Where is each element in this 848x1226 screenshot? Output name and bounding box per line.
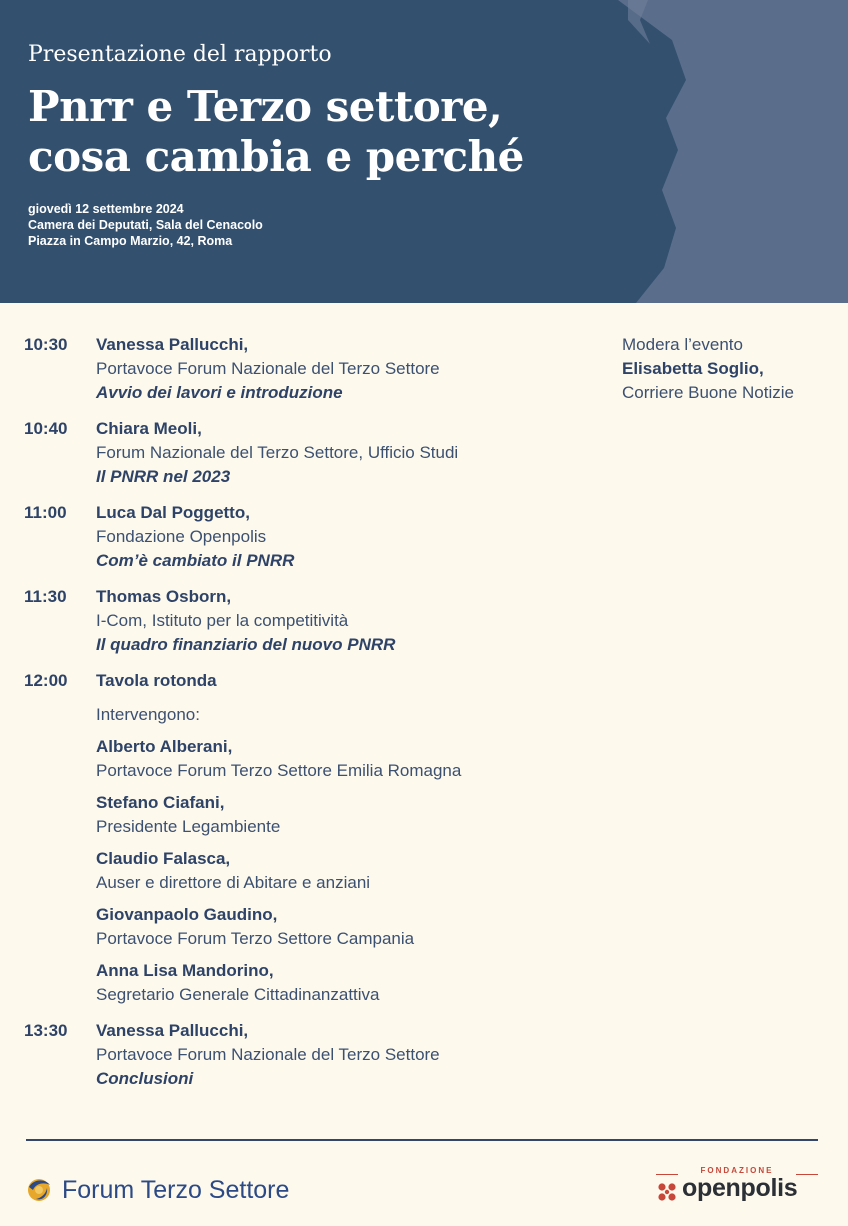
openpolis-logo-text: openpolis [682, 1174, 798, 1202]
speaker-role: Fondazione Openpolis [96, 527, 267, 546]
talk-title: Conclusioni [96, 1069, 194, 1088]
speaker-role: I-Com, Istituto per la competitività [96, 611, 349, 630]
speaker-name: Thomas Osborn, [96, 587, 232, 606]
agenda-slot [24, 501, 604, 573]
speaker-role: Portavoce Forum Nazionale del Terzo Settore [96, 1045, 440, 1064]
speaker-name: Luca Dal Poggetto, [96, 503, 250, 522]
moderator-org: Corriere Buone Notizie [622, 383, 794, 402]
openpolis-mark-icon [657, 1182, 677, 1202]
talk-title: Com’è cambiato il PNRR [96, 551, 295, 570]
speaker-role: Auser e direttore di Abitare e anziani [96, 873, 371, 892]
forum-terzo-settore-logo [24, 1170, 289, 1210]
moderator-block [622, 333, 794, 405]
roundtable-speaker [96, 735, 604, 783]
roundtable-slot [24, 669, 604, 1007]
moderator-label: Modera l’evento [622, 335, 743, 354]
openpolis-logo-top-text: FONDAZIONE [700, 1166, 774, 1175]
speaker-name: Stefano Ciafani, [96, 793, 225, 812]
speaker-role: Segretario Generale Cittadinanzattiva [96, 985, 380, 1004]
agenda-slot [24, 417, 604, 489]
roundtable-speaker [96, 847, 604, 895]
event-address: Piazza in Campo Marzio, 42, Roma [28, 234, 233, 248]
event-title [28, 82, 524, 182]
speaker-name: Alberto Alberani, [96, 737, 233, 756]
event-info [28, 201, 263, 249]
slot-time: 11:30 [24, 587, 67, 606]
roundtable-title: Tavola rotonda [96, 671, 217, 690]
forum-logo-mark-icon [24, 1175, 54, 1205]
event-subtitle: Presentazione del rapporto [28, 42, 332, 67]
header-banner [0, 0, 848, 303]
speaker-role: Presidente Legambiente [96, 817, 281, 836]
footer-divider [26, 1139, 818, 1141]
forum-logo-text: Forum Terzo Settore [62, 1175, 290, 1204]
event-date: giovedì 12 settembre 2024 [28, 202, 184, 216]
agenda-slot [24, 333, 604, 405]
talk-title: Il PNRR nel 2023 [96, 467, 231, 486]
speaker-role: Forum Nazionale del Terzo Settore, Ufficio Studi [96, 443, 459, 462]
speaker-name: Chiara Meoli, [96, 419, 202, 438]
speaker-role: Portavoce Forum Nazionale del Terzo Settore [96, 359, 440, 378]
roundtable-speaker [96, 959, 604, 1007]
roundtable-speaker [96, 903, 604, 951]
closing-slot [24, 1019, 604, 1091]
logo-rule [796, 1174, 818, 1175]
speaker-role: Portavoce Forum Terzo Settore Emilia Romagna [96, 761, 462, 780]
agenda-slot [24, 585, 604, 657]
speaker-name: Claudio Falasca, [96, 849, 231, 868]
roundtable-speaker [96, 791, 604, 839]
talk-title: Il quadro finanziario del nuovo PNRR [96, 635, 396, 654]
event-title-line-2: cosa cambia e perché [28, 132, 524, 181]
speaker-name: Vanessa Pallucchi, [96, 335, 249, 354]
slot-time: 11:00 [24, 503, 67, 522]
agenda [24, 333, 604, 1103]
openpolis-logo [656, 1166, 818, 1206]
moderator-name: Elisabetta Soglio, [622, 359, 764, 378]
slot-time: 10:30 [24, 335, 68, 354]
slot-time: 12:00 [24, 671, 68, 690]
event-venue: Camera dei Deputati, Sala del Cenacolo [28, 218, 263, 232]
speaker-role: Portavoce Forum Terzo Settore Campania [96, 929, 415, 948]
talk-title: Avvio dei lavori e introduzione [96, 383, 343, 402]
speaker-name: Vanessa Pallucchi, [96, 1021, 249, 1040]
slot-time: 13:30 [24, 1021, 68, 1040]
slot-time: 10:40 [24, 419, 68, 438]
speaker-name: Giovanpaolo Gaudino, [96, 905, 278, 924]
event-title-line-1: Pnrr e Terzo settore, [28, 82, 503, 131]
speaker-name: Anna Lisa Mandorino, [96, 961, 274, 980]
roundtable-intro: Intervengono: [96, 705, 200, 724]
